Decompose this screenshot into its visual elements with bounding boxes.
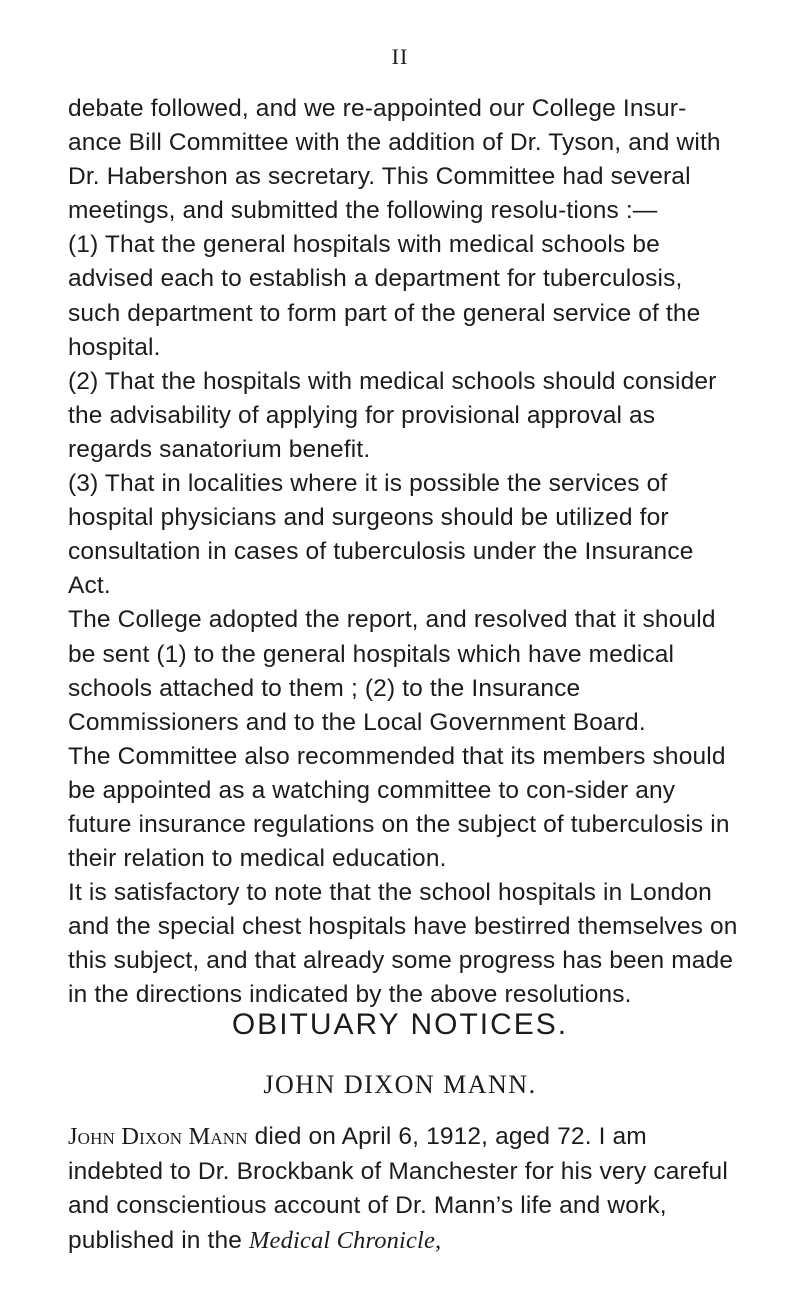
paragraph-committee-recommended: The Committee also recommended that its members should be appointed as a watching committee to con-sider any future insurance regulations on the subject of tuberculosis in their relation to medical education. — [68, 742, 730, 873]
resolution-2: (2) That the hospitals with medical schools should consider the advisability of applying for provisional approval as regards sanatorium benefit. — [68, 367, 717, 463]
paragraph-college-adopted: The College adopted the report, and resolved that it should be sent (1) to the general hospitals which have medical schools attached to them ; (2) to the Insurance Commissioners and to the Local Government Board. — [68, 606, 716, 736]
paragraph-satisfactory: It is satisfactory to note that the school hospitals in London and the special chest hospitals have bestirred themselves on this subject, and that already some progress has been made in the directions indicated by the above resolutions. — [68, 879, 738, 1009]
obituary-paragraph — [68, 1120, 738, 1258]
resolution-1: (1) That the general hospitals with medical schools be advised each to establish a department for tuberculosis, such department to form part of the general service of the hospital. — [68, 231, 701, 361]
paragraph-intro: debate followed, and we re-appointed our College Insur-ance Bill Committee with the addition of Dr. Tyson, and with Dr. Habershon as secretary. This Committee had several meetings, and submitted the following resolu-tions :— — [68, 95, 721, 225]
main-text — [68, 92, 738, 1013]
obituary-body: died on April 6, 1912, aged 72. I am indebted to Dr. Brockbank of Manchester for his very careful and conscientious account of Dr. Mann’s life and work, published in the — [68, 1123, 728, 1254]
obituary-name-inline: John Dixon Mann — [68, 1123, 248, 1150]
section-heading: OBITUARY NOTICES. — [231, 1008, 569, 1041]
page-number: II — [391, 44, 409, 69]
obituary-name-heading: JOHN DIXON MANN. — [263, 1070, 537, 1099]
resolution-3: (3) That in localities where it is possible the services of hospital physicians and surgeons should be utilized for consultation in cases of tuberculosis under the Insurance Act. — [68, 470, 694, 600]
publication-title: Medical Chronicle, — [249, 1226, 442, 1254]
